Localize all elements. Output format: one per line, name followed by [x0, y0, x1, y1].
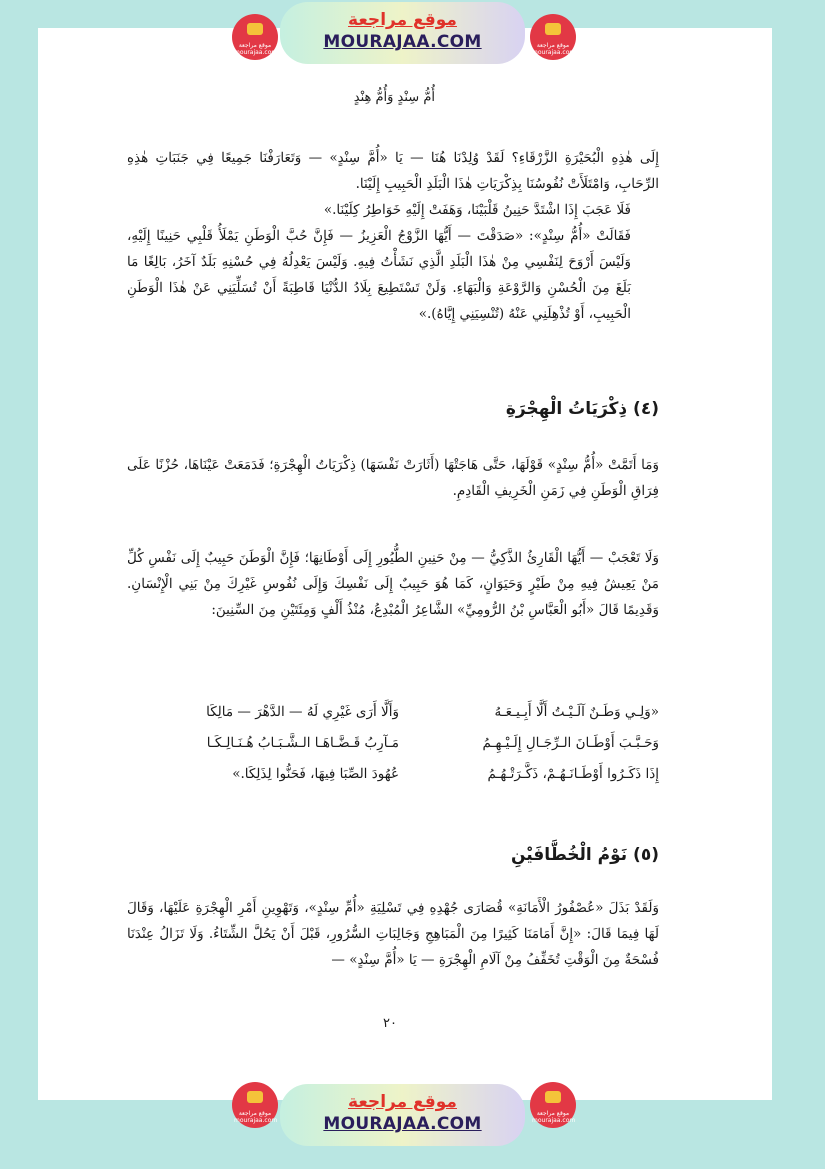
section-heading-4: (٤) ذِكْرَيَاتُ الْهِجْرَةِ: [505, 399, 659, 419]
verse-first-hemistich: وَحَـبَّـبَ أَوْطَـانَ الـرِّجَـالِ إِلَـيْـهِـمُ: [482, 735, 659, 751]
verse-second-hemistich: مَـآرِبُ قَـضَّـاهَـا الـشَّـبَـابُ هُـنَـالِـكَـا: [206, 735, 399, 751]
verse-row: [159, 728, 659, 759]
site-banner-bottom[interactable]: [280, 1084, 525, 1146]
paragraph-1-block: [127, 145, 659, 327]
verse-second-hemistich: وَأَلَّا أَرَى غَيْرِي لَهُ — الدَّهْرَ — مَالِكَا: [206, 704, 399, 720]
site-name-english[interactable]: MOURAJAA.COM: [323, 1114, 482, 1134]
book-icon: [545, 23, 561, 35]
book-icon: [247, 1091, 263, 1103]
logo-caption: موقع مراجعة mourajaa.com: [532, 42, 576, 56]
page-number: ٢٠: [383, 1016, 397, 1031]
paragraph-6: وَلَقَدْ بَذَلَ «عُصْفُورُ الْأَمَانَةِ» قُصَارَى جُهْدِهِ فِي تَسْلِيَةِ «أُمِّ سِنْدٍ»، وَتَهْوِينِ أَمْرِ الْهِجْرَةِ عَلَيْهَا، وَقَالَ لَهَا فِيمَا قَالَ: «إِنَّ أَمَامَنَا كَثِيرًا مِنَ الْمَبَاهِجِ وَجَالِبَاتِ السُّرُورِ، قَبْلَ أَنْ يَحُلَّ الشِّتَاءُ. وَلَا تَزَالُ عِنْدَنَا فُسْحَةٌ مِنَ الْوَقْتِ تُخَفِّفُ مِنْ آلَامِ الْهِجْرَةِ — يَا «أُمَّ سِنْدٍ» —: [127, 900, 659, 968]
paragraph-5: وَلَا تَعْجَبْ — أَيُّهَا الْقَارِئُ الذَّكِيُّ — مِنْ حَنِينِ الطُّيُورِ إِلَى أَوْطَانِهَا؛ فَإِنَّ الْوَطَنَ حَبِيبٌ إِلَى نَفْسِ كُلِّ مَنْ يَعِيشُ فِيهِ مِنْ طَيْرٍ وَحَيَوَانٍ، كَمَا هُوَ حَبِيبٌ إِلَى نَفْسِكَ وَإِلَى نُفُوسِ غَيْرِكَ مِنْ بَنِي الْإِنْسَانِ. وَقَدِيمًا قَالَ «أَبُو الْعَبَّاسِ بْنُ الرُّومِيِّ» الشَّاعِرُ الْمُبْدِعُ، مُنْذُ أَلْفٍ وَمِئَتَيْنِ مِنَ السِّنِينَ:: [127, 550, 659, 618]
site-logo-left[interactable]: [232, 1082, 278, 1128]
paragraph-2: فَلَا عَجَبَ إِذَا اشْتَدَّ حَنِينُ قَلْبَيْنَا، وَهَفَتْ إِلَيْهِ خَوَاطِرُ كِلَيْنَا.»: [323, 202, 631, 218]
section-heading-5: (٥) نَوْمُ الْخُطَّافَيْنِ: [510, 845, 659, 865]
paragraph-1: إِلَى هٰذِهِ الْبُحَيْرَةِ الزَّرْقَاءِ؟ لَقَدْ وُلِدْنَا هُنَا — يَا «أُمَّ سِنْدٍ» — وَتَعَارَفْنَا جَمِيعًا فِي جَنَبَاتِ هٰذِهِ الرِّحَابِ، وَامْتَلَأَتْ نُفُوسُنَا بِذِكْرَيَاتِ هٰذَا الْبَلَدِ الْحَبِيبِ إِلَيْنَا.: [127, 150, 659, 192]
poem-verses: [159, 697, 659, 790]
site-name-arabic[interactable]: موقع مراجعة: [348, 10, 457, 30]
paragraph-4-block: [127, 452, 659, 504]
verse-second-hemistich: عُهُودَ الصِّبَا فِيهَا، فَحَنُّوا لِذَلِكَا.»: [232, 766, 399, 782]
paragraph-4: وَمَا أَتَمَّتْ «أُمُّ سِنْدٍ» قَوْلَهَا، حَتَّى هَاجَتْهَا (أَثَارَتْ نَفْسَهَا) ذِكْرَيَاتُ الْهِجْرَةِ؛ فَدَمَعَتْ عَيْنَاهَا، حُزْنًا عَلَى فِرَاقِ الْوَطَنِ فِي زَمَنِ الْخَرِيفِ الْقَادِمِ.: [127, 457, 659, 499]
verse-first-hemistich: إِذَا ذَكَـرُوا أَوْطَـانَـهُـمْ، ذَكَّـرَتْـهُـمُ: [487, 766, 659, 782]
page-title: أُمُّ سِنْدٍ وَأُمُّ هِنْدٍ: [353, 90, 435, 105]
verse-first-hemistich: «وَلِـي وَطَـنٌ آلَـيْـتُ أَلَّا أَبِـيـعَـهُ: [494, 704, 659, 720]
site-logo-left[interactable]: [232, 14, 278, 60]
book-icon: [247, 23, 263, 35]
site-name-arabic[interactable]: موقع مراجعة: [348, 1092, 457, 1112]
site-name-english[interactable]: MOURAJAA.COM: [323, 32, 482, 52]
site-logo-right[interactable]: [530, 1082, 576, 1128]
site-logo-right[interactable]: [530, 14, 576, 60]
paragraph-3: فَقَالَتْ «أُمُّ سِنْدٍ»: «صَدَقْتَ — أَيُّهَا الزَّوْجُ الْعَزِيزُ — فَإِنَّ حُبَّ الْوَطَنِ يَمْلَأُ قَلْبِي حَنِينًا إِلَيْهِ، وَلَيْسَ أَرْوَحَ لِنَفْسِي مِنْ هٰذَا الْبَلَدِ الَّذِي نَشَأْتُ فِيهِ. وَلَيْسَ يَعْدِلُهُ فِي حُسْنِهِ بَلَدٌ آخَرُ، بَالِغًا مَا بَلَغَ مِنَ الْحُسْنِ وَالرَّوْعَةِ وَالْبَهَاءِ. وَلَنْ تَسْتَطِيعَ بِلَادُ الدُّنْيَا قَاطِبَةً أَنْ تُسَلِّيَنِي عَنْ هٰذَا الْوَطَنِ الْحَبِيبِ، أَوْ تُذْهِلَنِي عَنْهُ (تُنْسِيَنِي إِيَّاهُ).»: [127, 228, 631, 322]
site-banner-top[interactable]: [280, 2, 525, 64]
paragraph-6-block: [127, 895, 659, 973]
paragraph-5-block: [127, 545, 659, 623]
logo-caption: موقع مراجعة mourajaa.com: [234, 42, 278, 56]
verse-row: [159, 697, 659, 728]
logo-caption: موقع مراجعة mourajaa.com: [234, 1110, 278, 1124]
book-icon: [545, 1091, 561, 1103]
verse-row: [159, 759, 659, 790]
logo-caption: موقع مراجعة mourajaa.com: [532, 1110, 576, 1124]
